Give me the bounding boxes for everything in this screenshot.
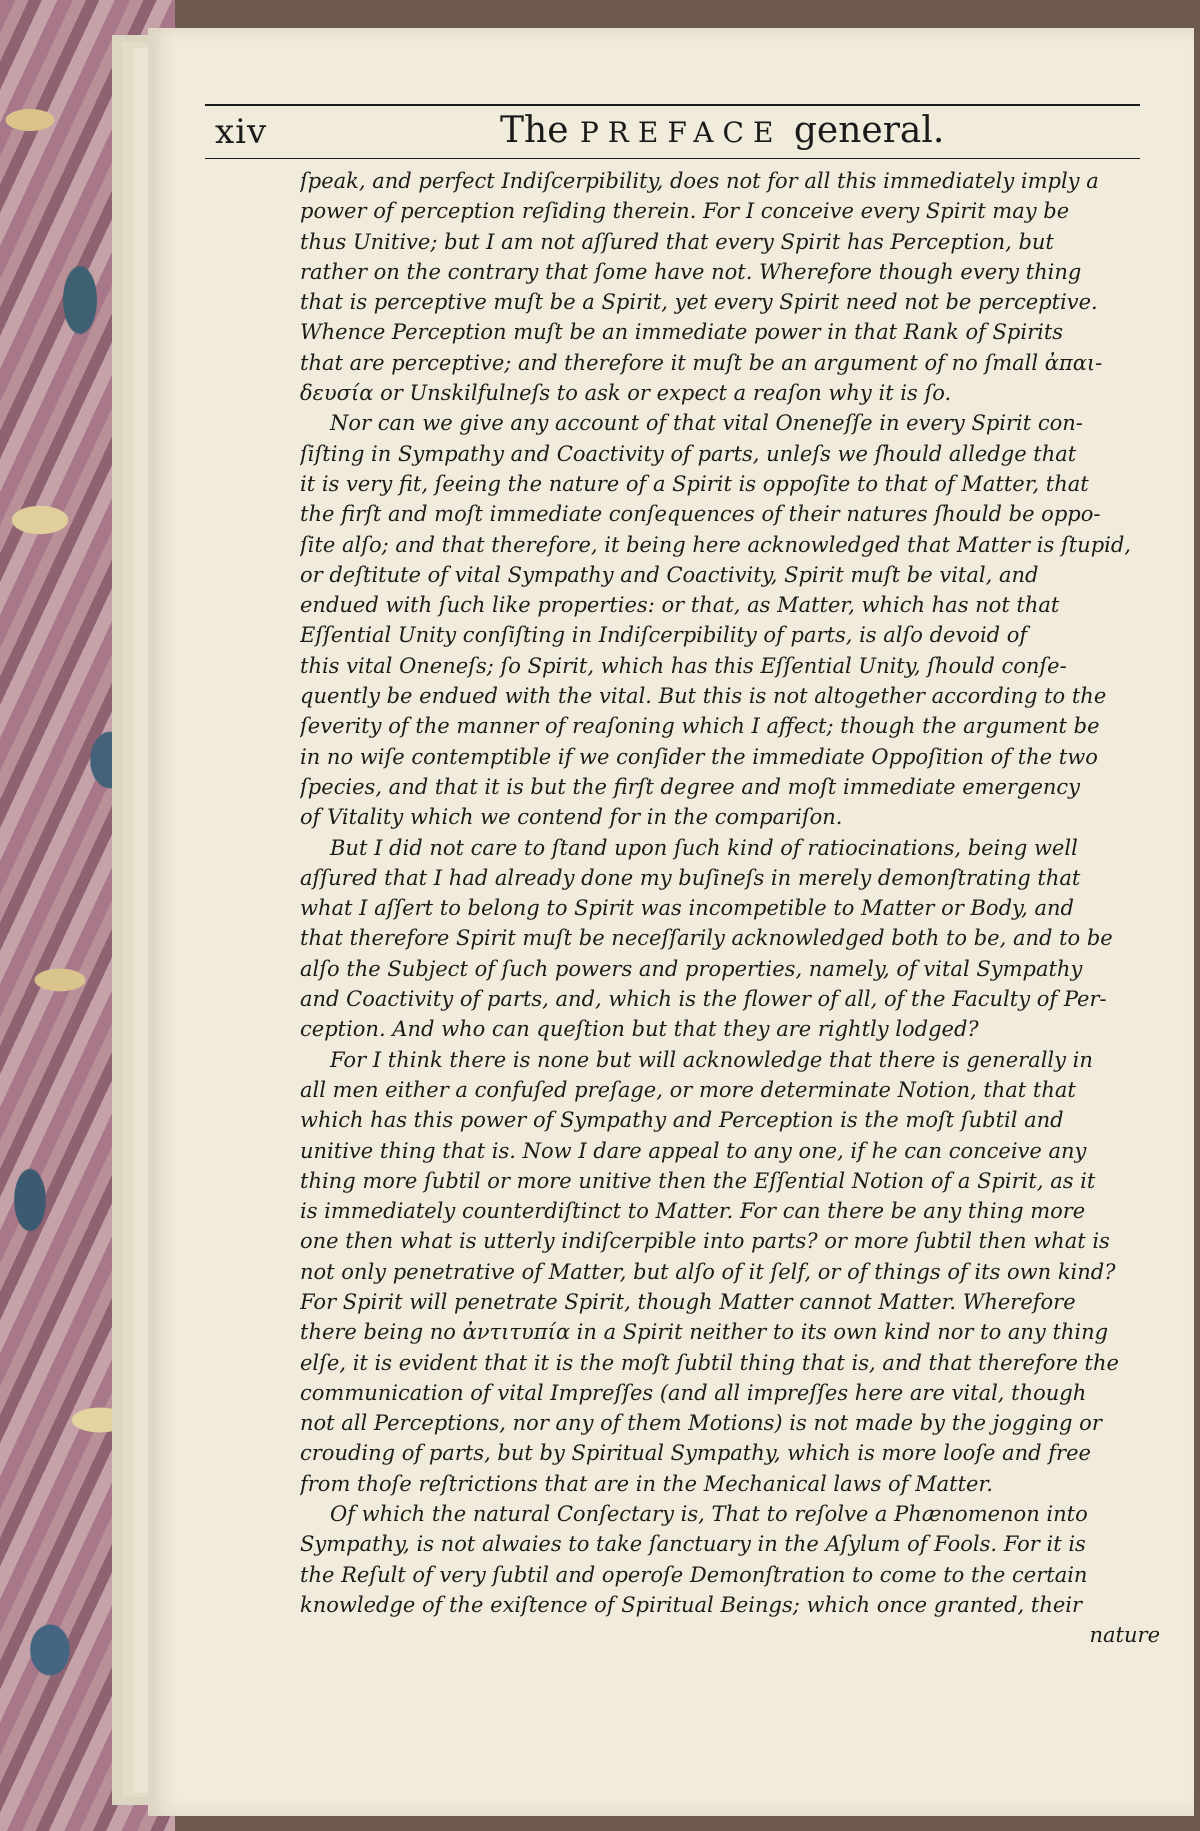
text-line: rather on the contrary that ſome have not. Wherefore though every thing — [300, 259, 1082, 284]
text-line: not only penetrative of Matter, but alſo of it ſelf, or of things of its own kind? — [300, 1259, 1116, 1284]
text-line: power of perception reſiding therein. For I conceive every Spirit may be — [300, 199, 1070, 224]
text-line: ſpecies, and that it is but the firſt degree and moſt immediate emergency — [300, 774, 1081, 799]
body-text — [300, 166, 1160, 1651]
text-line: there being no ἀντιτυπία in a Spirit neither to its own kind nor to any thing — [300, 1320, 1109, 1345]
running-head-lead: The — [500, 110, 580, 151]
text-line: in no wiſe contemptible if we conſider the immediate Oppoſition of the two — [300, 744, 1098, 769]
text-line: thing more ſubtil or more unitive then the Eſſential Notion of a Spirit, as it — [300, 1168, 1096, 1193]
text-line: communication of vital Impreſſes (and all impreſſes here are vital, though — [300, 1380, 1087, 1405]
text-line: endued with ſuch like properties: or that, as Matter, which has not that — [300, 593, 1060, 618]
text-line: ſite alſo; and that therefore, it being here acknowledged that Matter is ſtupid, — [300, 532, 1131, 557]
header-rule-top — [205, 104, 1140, 106]
text-line: nature — [1089, 1623, 1160, 1648]
text-line: which has this power of Sympathy and Perception is the moſt ſubtil and — [300, 1108, 1064, 1133]
text-line: knowledge of the exiſtence of Spiritual Beings; which once granted, their — [300, 1592, 1083, 1617]
text-line: ſeverity of the manner of reaſoning which I affect; though the argument be — [300, 714, 1100, 739]
text-line: Whence Perception muſt be an immediate power in that Rank of Spirits — [300, 320, 1064, 345]
running-head-caps: PREFACE — [579, 116, 783, 149]
text-line: ſpeak, and perfect Indiſcerpibility, does not for all this immediately imply a — [300, 169, 1099, 193]
text-line: For I think there is none but will acknowledge that there is generally in — [330, 1047, 1093, 1072]
text-line: of Vitality which we contend for in the compariſon. — [300, 805, 843, 830]
text-line: crouding of parts, but by Spiritual Sympathy, which is more looſe and free — [300, 1441, 1091, 1466]
text-line: Of which the natural Conſectary is, That to reſolve a Phænomenon into — [330, 1502, 1088, 1527]
text-line: that therefore Spirit muſt be neceſſarily acknowledged both to be, and to be — [300, 926, 1113, 951]
running-head — [500, 110, 1020, 151]
text-line: Nor can we give any account of that vital Oneneſſe in every Spirit con- — [330, 411, 1083, 436]
text-line: Sympathy, is not alwaies to take ſanctuary in the Aſylum of Fools. For it is — [300, 1532, 1086, 1557]
text-line: all men either a confuſed preſage, or more determinate Notion, that that — [300, 1077, 1076, 1102]
text-line: and Coactivity of parts, and, which is the flower of all, of the Faculty of Per- — [300, 987, 1107, 1012]
page-number: xiv — [215, 112, 268, 152]
text-line: or deſtitute of vital Sympathy and Coactivity, Spirit muſt be vital, and — [300, 562, 1039, 587]
text-line: that are perceptive; and therefore it muſt be an argument of no ſmall ἀπαι- — [300, 350, 1103, 375]
text-line: δευσία or Unskilfulneſs to ask or expect a reaſon why it is ſo. — [300, 381, 952, 406]
text-line: this vital Oneneſs; ſo Spirit, which has this Eſſential Unity, ſhould conſe- — [300, 653, 1067, 678]
text-line: is immediately counterdiſtinct to Matter. For can there be any thing more — [300, 1199, 1086, 1224]
text-line: ception. And who can queſtion but that they are rightly lodged? — [300, 1017, 979, 1042]
text-line: Eſſential Unity conſiſting in Indiſcerpibility of parts, is alſo devoid of — [300, 623, 1028, 648]
text-line: ſiſting in Sympathy and Coactivity of parts, unleſs we ſhould alledge that — [300, 441, 1077, 466]
text-line: the Reſult of very ſubtil and operoſe Demonſtration to come to the certain — [300, 1562, 1088, 1587]
text-line: not all Perceptions, nor any of them Motions) is not made by the jogging or — [300, 1411, 1102, 1436]
text-line: alſo the Subject of ſuch powers and properties, namely, of vital Sympathy — [300, 956, 1083, 981]
text-line: elſe, it is evident that it is the moſt ſubtil thing that is, and that therefore the — [300, 1350, 1119, 1375]
text-line: unitive thing that is. Now I dare appeal to any one, if he can conceive any — [300, 1138, 1087, 1163]
text-line: the firſt and moſt immediate conſequences of their natures ſhould be oppo- — [300, 502, 1101, 527]
text-line: aſſured that I had already done my buſineſs in merely demonſtrating that — [300, 865, 1081, 890]
header-rule-bottom — [205, 158, 1140, 159]
text-line: one then what is utterly indiſcerpible into parts? or more ſubtil then what is — [300, 1229, 1110, 1254]
text-line: it is very fit, ſeeing the nature of a Spirit is oppoſite to that of Matter, that — [300, 471, 1089, 496]
text-line: quently be endued with the vital. But this is not altogether according to the — [300, 684, 1107, 709]
text-line: that is perceptive muſt be a Spirit, yet every Spirit need not be perceptive. — [300, 290, 1098, 315]
text-line: what I aſſert to belong to Spirit was incompetible to Matter or Body, and — [300, 896, 1074, 921]
text-line: For Spirit will penetrate Spirit, though Matter cannot Matter. Wherefore — [300, 1289, 1076, 1314]
text-line: But I did not care to ſtand upon ſuch kind of ratiocinations, being well — [330, 835, 1078, 860]
running-head-tail: general. — [782, 110, 945, 151]
text-line: thus Unitive; but I am not aſſured that every Spirit has Perception, but — [300, 229, 1054, 254]
text-line: from thoſe reſtrictions that are in the Mechanical laws of Matter. — [300, 1471, 993, 1496]
